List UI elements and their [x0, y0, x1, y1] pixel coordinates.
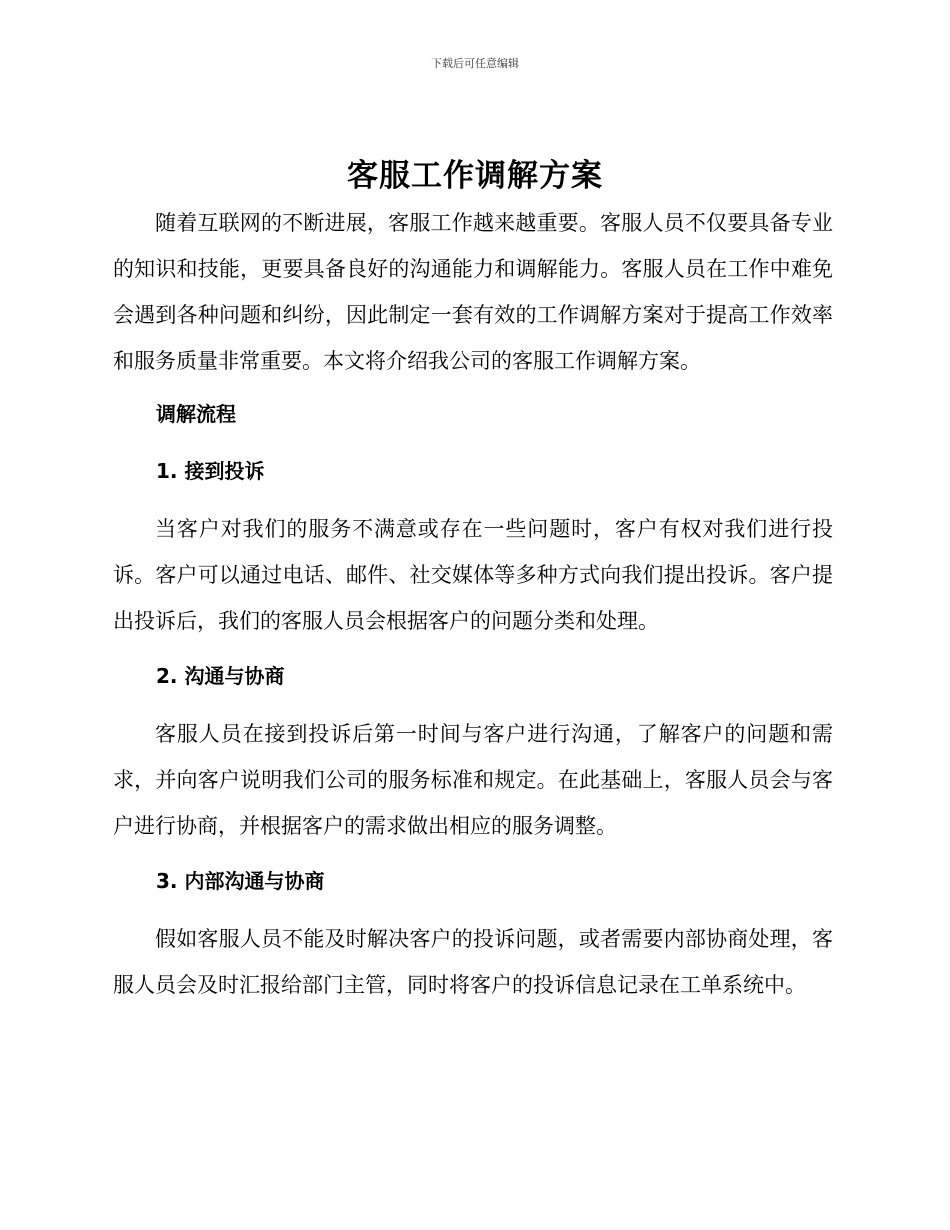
intro-paragraph: 随着互联网的不断进展，客服工作越来越重要。客服人员不仅要具备专业的知识和技能，更要具备良好的沟通能力和调解能力。客服人员在工作中难免会遇到各种问题和纠纷，因此制定一套有效的工作调解方案对于提高工作效率和服务质量非常重要。本文将介绍我公司的客服工作调解方案。 [113, 211, 833, 373]
step-3-heading: 3. 内部沟通与协商 [156, 869, 325, 893]
document-title: 客服工作调解方案 [347, 158, 603, 194]
step-1-heading: 1. 接到投诉 [156, 459, 265, 483]
step-2-heading: 2. 沟通与协商 [156, 664, 285, 688]
step-2-body: 客服人员在接到投诉后第一时间与客户进行沟通，了解客户的问题和需求，并向客户说明我们公司的服务标准和规定。在此基础上，客服人员会与客户进行协商，并根据客户的需求做出相应的服务调整。 [113, 722, 833, 838]
step-1-body: 当客户对我们的服务不满意或存在一些问题时，客户有权对我们进行投诉。客户可以通过电话、邮件、社交媒体等多种方式向我们提出投诉。客户提出投诉后，我们的客服人员会根据客户的问题分类和处理。 [113, 517, 833, 633]
header-note: 下载后可任意编辑 [431, 57, 519, 70]
section-heading: 调解流程 [156, 402, 236, 426]
step-3-body: 假如客服人员不能及时解决客户的投诉问题，或者需要内部协商处理，客服人员会及时汇报给部门主管，同时将客户的投诉信息记录在工单系统中。 [113, 927, 833, 997]
